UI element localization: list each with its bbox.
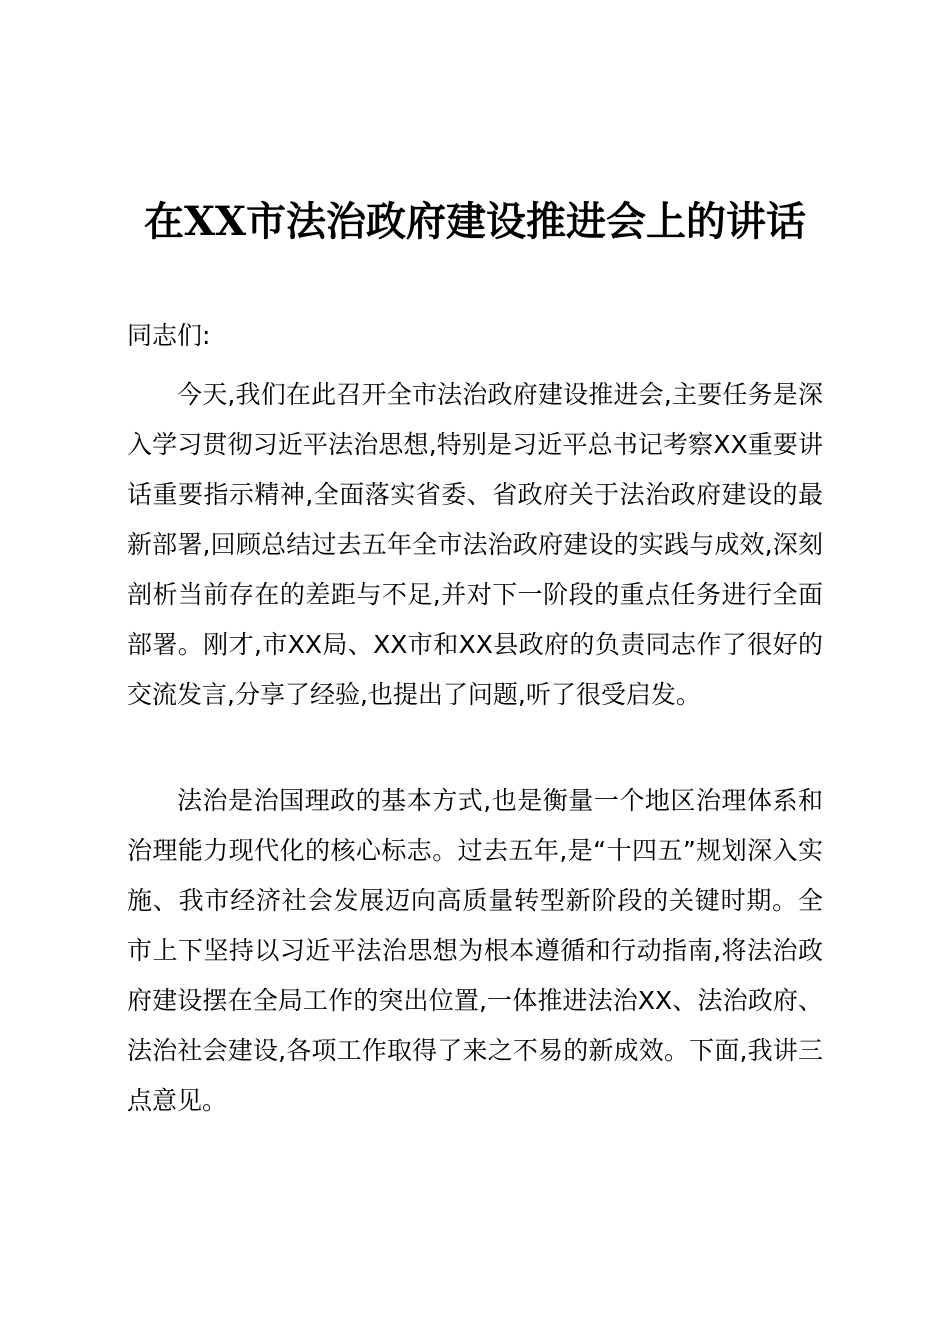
salutation: 同志们: xyxy=(127,321,211,350)
document-title: 在XX市法治政府建设推进会上的讲话 xyxy=(143,198,807,245)
paragraph-rule-of-law: 法治是治国理政的基本方式,也是衡量一个地区治理体系和治理能力现代化的核心标志。过去五年,是“十四五”规划深入实施、我市经济社会发展迈向高质量转型新阶段的关键时期。全市上下坚持以习近平法治思想为根本遵循和行动指南,将法治政府建设摆在全局工作的突出位置,一体推进法治XX、法治政府、法治社会建设,各项工作取得了来之不易的新成效。下面,我讲三点意见。 xyxy=(127,786,823,1115)
paragraph-opening: 今天,我们在此召开全市法治政府建设推进会,主要任务是深入学习贯彻习近平法治思想,特别是习近平总书记考察XX重要讲话重要指示精神,全面落实省委、省政府关于法治政府建设的最新部署,回顾总结过去五年全市法治政府建设的实践与成效,深刻剖析当前存在的差距与不足,并对下一阶段的重点任务进行全面部署。刚才,市XX局、XX市和XX县政府的负责同志作了很好的交流发言,分享了经验,也提出了问题,听了很受启发。 xyxy=(127,380,823,709)
